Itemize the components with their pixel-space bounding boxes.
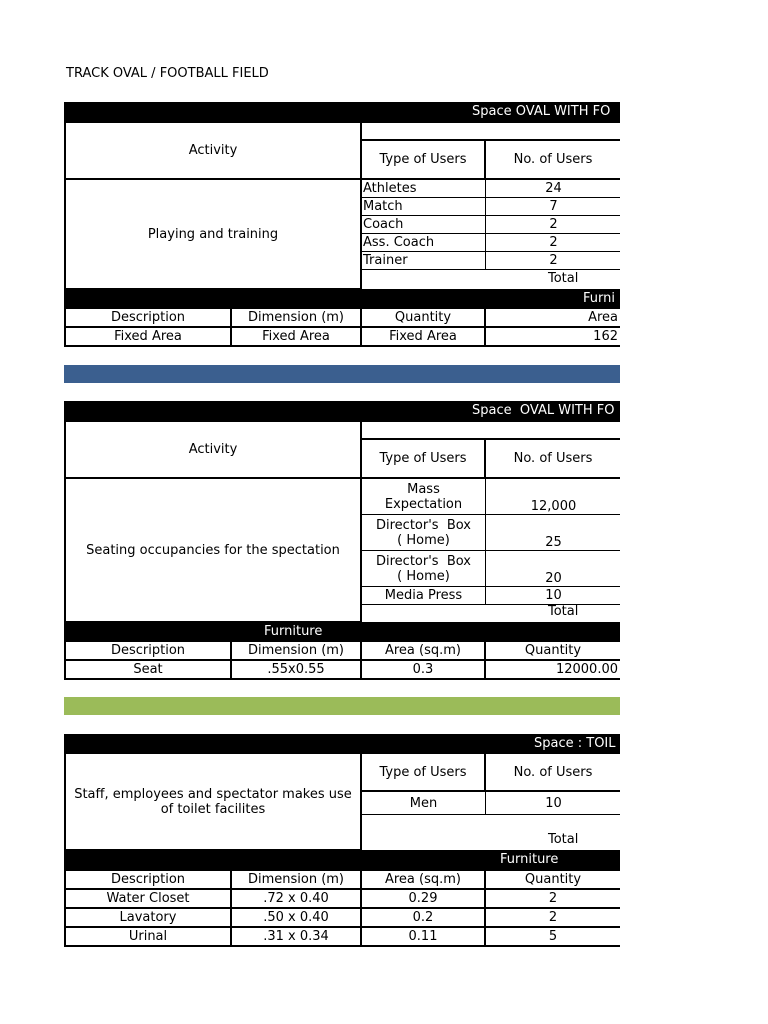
user-type-cell: Match <box>361 197 486 216</box>
user-count-cell: 20 <box>485 550 620 587</box>
activity-text: Seating occupancies for the spectation <box>86 542 340 558</box>
furniture-header: Furni <box>64 289 620 308</box>
section-oval-seating <box>64 401 620 680</box>
table-cell: Urinal <box>64 926 232 947</box>
table-cell: Seat <box>64 659 232 680</box>
table-cell: Fixed Area <box>360 326 486 347</box>
user-count-cell: 2 <box>485 215 620 234</box>
type-of-users-header <box>360 438 486 479</box>
user-type-cell: Ass. Coach <box>361 233 486 252</box>
table-cell: .55x0.55 <box>230 659 362 680</box>
blank-cell <box>360 420 620 440</box>
section-toilet <box>64 734 620 948</box>
table-cell: Water Closet <box>64 888 232 909</box>
type-of-users-label: Type of Users <box>379 451 467 466</box>
activity-label-cell <box>64 121 362 180</box>
type-of-users-label: Type of Users <box>379 764 467 780</box>
type-of-users-label: Type of Users <box>379 152 467 167</box>
table-cell: 2 <box>484 907 620 928</box>
table-cell: Lavatory <box>64 907 232 928</box>
col-area: Area <box>484 307 620 328</box>
no-of-users-label: No. of Users <box>513 764 593 780</box>
col-area: Area (sq.m) <box>360 869 486 890</box>
user-count-cell: 10 <box>485 586 620 605</box>
user-count-cell: 10 <box>485 791 620 815</box>
activity-label-cell <box>64 420 362 479</box>
table-cell: 0.2 <box>360 907 486 928</box>
user-type-cell: Director's Box ( Home) <box>361 550 486 587</box>
col-description: Description <box>64 307 232 328</box>
activity-label: Activity <box>188 442 238 457</box>
table-cell: 12000.00 <box>484 659 620 680</box>
table-cell: 162 <box>484 326 620 347</box>
table-cell: 2 <box>484 888 620 909</box>
blank-cell <box>360 121 620 141</box>
col-area: Area (sq.m) <box>360 640 486 661</box>
section-header <box>64 401 620 420</box>
col-quantity: Quantity <box>484 869 620 890</box>
table-cell: 5 <box>484 926 620 947</box>
type-of-users-header <box>360 139 486 180</box>
total-label: Total <box>548 832 579 847</box>
table-cell: 0.3 <box>360 659 486 680</box>
section-header-label: Space : TOIL <box>534 736 616 751</box>
no-of-users-header <box>484 438 620 479</box>
table-cell: Fixed Area <box>230 326 362 347</box>
user-type-cell: Men <box>361 791 486 815</box>
no-of-users-label: No. of Users <box>513 451 593 466</box>
divider-band-blue <box>64 365 620 383</box>
user-count-cell: 2 <box>485 251 620 270</box>
table-cell: .50 x 0.40 <box>230 907 362 928</box>
activity-cell <box>64 752 362 851</box>
user-type-cell: Director's Box ( Home) <box>361 514 486 551</box>
user-type-cell: Coach <box>361 215 486 234</box>
user-count-cell: 25 <box>485 514 620 551</box>
col-quantity: Quantity <box>360 307 486 328</box>
section-header-label: Space OVAL WITH FO <box>472 403 615 418</box>
section-header-label: Space OVAL WITH FO <box>472 104 611 119</box>
no-of-users-label: No. of Users <box>513 152 593 167</box>
activity-text: Staff, employees and spectator makes use of toilet facilites <box>74 786 352 817</box>
user-type-cell: Athletes <box>361 179 486 198</box>
user-type-cell: Trainer <box>361 251 486 270</box>
divider-band-green <box>64 697 620 715</box>
user-count-cell: 12,000 <box>485 478 620 515</box>
activity-text: Playing and training <box>147 226 279 242</box>
col-dimension: Dimension (m) <box>230 640 362 661</box>
total-label: Total <box>548 604 579 619</box>
col-description: Description <box>64 640 232 661</box>
col-dimension: Dimension (m) <box>230 869 362 890</box>
table-cell: 0.11 <box>360 926 486 947</box>
type-of-users-header <box>360 752 486 792</box>
user-type-cell: Media Press <box>361 586 486 605</box>
furniture-header: Furniture <box>64 850 620 869</box>
user-count-cell: 7 <box>485 197 620 216</box>
col-dimension: Dimension (m) <box>230 307 362 328</box>
section-header <box>64 102 620 121</box>
col-description: Description <box>64 869 232 890</box>
activity-cell <box>64 477 362 623</box>
no-of-users-header <box>484 752 620 792</box>
col-quantity: Quantity <box>484 640 620 661</box>
table-cell: .72 x 0.40 <box>230 888 362 909</box>
user-count-cell: 2 <box>485 233 620 252</box>
activity-label: Activity <box>188 143 238 158</box>
section-oval-playing <box>64 102 620 348</box>
table-cell: 0.29 <box>360 888 486 909</box>
activity-cell <box>64 178 362 290</box>
table-cell: Fixed Area <box>64 326 232 347</box>
total-label: Total <box>548 271 579 286</box>
page-title: TRACK OVAL / FOOTBALL FIELD <box>66 66 269 81</box>
furniture-header: Furniture <box>64 622 620 641</box>
no-of-users-header <box>484 139 620 180</box>
user-type-cell: Mass Expectation <box>361 478 486 515</box>
table-cell: .31 x 0.34 <box>230 926 362 947</box>
user-count-cell: 24 <box>485 179 620 198</box>
section-header <box>64 734 620 753</box>
